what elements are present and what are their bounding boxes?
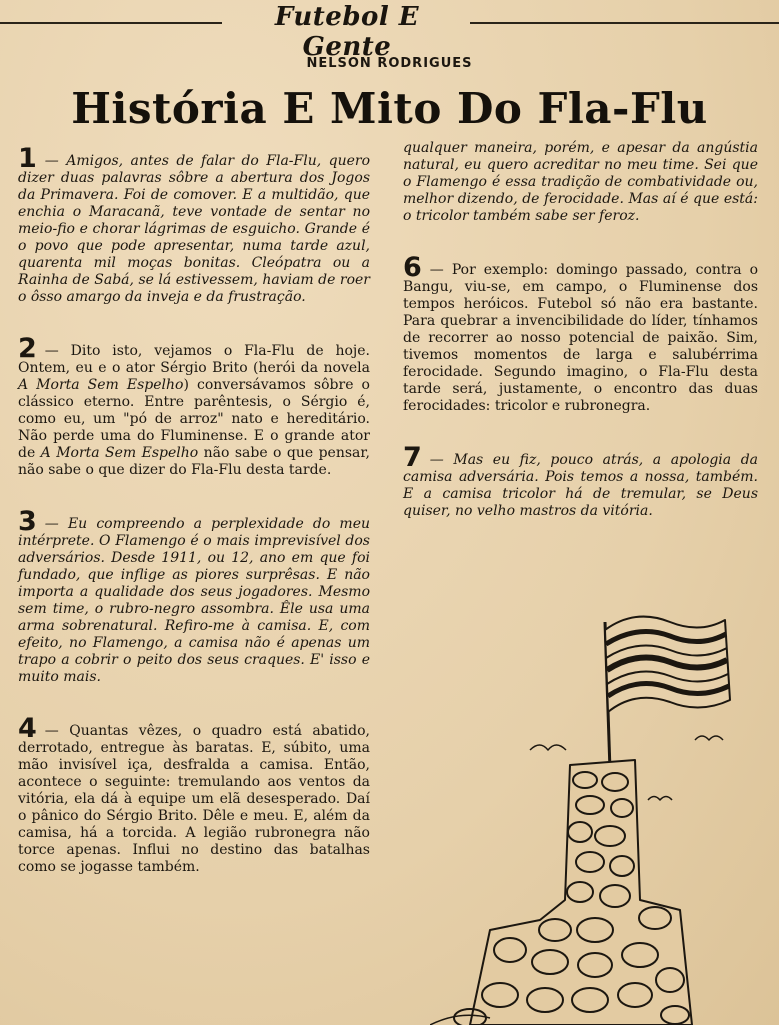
flag-tower-illustration-icon: [430, 600, 779, 1025]
article-headline: História E Mito Do Fla-Flu: [71, 84, 708, 133]
paragraph-text: não sabe o que pensar, não sabe o que dizer do Fla-Flu desta tarde.: [18, 445, 370, 478]
author-byline: NELSON RODRIGUES: [306, 56, 473, 71]
paragraph-number: 2: [18, 333, 37, 364]
paragraph-text: — Por exemplo: domingo passado, contra o Bangu, viu-se, em campo, o Fluminense dos tempos heróicos. Futebol só não era bastante. Para quebrar a invencibilidade do líder, tínhamos de recorrer ao nosso potencial de paixão. Sim, tivemos momentos de larga e salubérrima ferocidade. Segundo imagino, o Fla-Flu desta tarde será, justamente, o encontro das duas ferocidades: tricolor e rubronegra.: [403, 262, 758, 414]
paragraph-text: — Dito isto, vejamos o Fla-Flu de hoje. Ontem, eu e o ator Sérgio Brito (herói da novela: [18, 343, 370, 376]
header-rule-right: [470, 22, 779, 24]
left-column: [18, 143, 370, 876]
paragraph-5-continuation: [403, 140, 758, 225]
paragraph-3: [18, 506, 370, 686]
paragraph-text: — Quantas vêzes, o quadro está abatido, derrotado, entregue às baratas. E, súbito, uma mão invisível iça, desfralda a camisa. Então, acontece o seguinte: tremulando aos ventos da vitória, ela dá à equipe um elã desesperado. Daí o pânico do Sérgio Brito. Dêle e meu. E, além da camisa, há a torcida. A legião rubronegra não torce apenas. Influi no destino das batalhas como se jogasse também.: [18, 723, 370, 875]
header-rule-left: [0, 22, 222, 24]
paragraph-number: 4: [18, 713, 37, 744]
novel-title: A Morta Sem Espelho: [18, 377, 184, 393]
paragraph-6: [403, 252, 758, 415]
paragraph-text: — Mas eu fiz, pouco atrás, a apologia da camisa adversária. Pois temos a nossa, também. E a camisa tricolor há de tremular, se Deus quiser, no velho mastros da vitória.: [403, 452, 758, 519]
paragraph-number: 1: [18, 143, 37, 174]
paragraph-number: 3: [18, 506, 37, 537]
paragraph-1: [18, 143, 370, 306]
paragraph-2: [18, 333, 370, 479]
section-title: Futebol E Gente: [274, 2, 420, 62]
paragraph-text: — Eu compreendo a perplexidade do meu intérprete. O Flamengo é o mais imprevisível dos adversários. Desde 1911, ou 12, ano em que foi fundado, que inflige as piores surprêsas. E não importa a qualidade dos seus jogadores. Mesmo sem time, o rubro-negro assombra. Êle usa uma arma sobrenatural. Refiro-me à camisa. E, com efeito, no Flamengo, a camisa não é apenas um trapo a cobrir o peito dos seus craques. E' isso e muito mais.: [18, 516, 370, 685]
paragraph-number: 6: [403, 252, 422, 283]
novel-title: A Morta Sem Espelho: [40, 445, 199, 461]
paragraph-4: [18, 713, 370, 876]
paragraph-text: ) conversávamos sôbre o clássico eterno. Entre parêntesis, o Sérgio é, como eu, um "pó de arroz" nato e hereditário. Não perde uma do Fluminense. E o grande ator de: [18, 377, 370, 461]
paragraph-text: — Amigos, antes de falar do Fla-Flu, quero dizer duas palavras sôbre a abertura dos Jogos da Primavera. Foi de comover. E a multidão, que enchia o Maracanã, teve vontade de sentar no meio-fio e chorar lágrimas de esguicho. Grande é o povo que pode apresentar, numa tarde azul, quarenta mil moças bonitas. Cleópatra ou a Rainha de Sabá, se lá estivessem, haviam de roer o ôsso amargo da inveja e da frustração.: [18, 153, 370, 305]
paragraph-number: 7: [403, 442, 422, 473]
paragraph-7: [403, 442, 758, 520]
paragraph-text: qualquer maneira, porém, e apesar da angústia natural, eu quero acreditar no meu time. Sei que o Flamengo é essa tradição de combatividade ou, melhor dizendo, de ferocidade. Mas aí é que está: o tricolor também sabe ser feroz.: [403, 140, 758, 224]
right-column: [403, 140, 758, 520]
